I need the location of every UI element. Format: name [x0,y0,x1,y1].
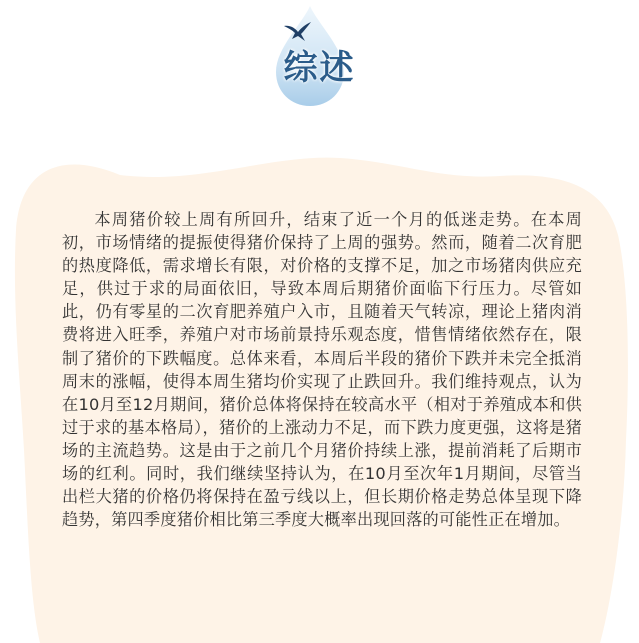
section-header [0,0,639,110]
swallow-icon [282,20,312,42]
page-title: 综述 [283,48,356,88]
article-paragraph: 本周猪价较上周有所回升，结束了近一个月的低迷走势。在本周初，市场情绪的提振使得猪价保持了上周的强势。然而，随着二次育肥的热度降低，需求增长有限，对价格的支撑不足，加之市场猪肉供应充足，供过于求的局面依旧，导致本周后期猪价面临下行压力。尽管如此，仍有零星的二次育肥养殖户入市，且随着天气转凉，理论上猪肉消费将进入旺季，养殖户对市场前景持乐观态度，惜售情绪依然存在，限制了猪价的下跌幅度。总体来看，本周后半段的猪价下跌并未完全抵消周末的涨幅，使得本周生猪均价实现了止跌回升。我们维持观点，认为在10月至12月期间，猪价总体将保持在较高水平（相对于养殖成本和供过于求的基本格局），猪价的上涨动力不足，而下跌力度更强，这将是猪场的主流趋势。这是由于之前几个月猪价持续上涨，提前消耗了后期市场的红利。同时，我们继续坚持认为，在10月至次年1月期间，尽管当出栏大猪的价格仍将保持在盈亏线以上，但长期价格走势总体呈现下降趋势，第四季度猪价相比第三季度大概率出现回落的可能性正在增加。 [62,210,582,530]
